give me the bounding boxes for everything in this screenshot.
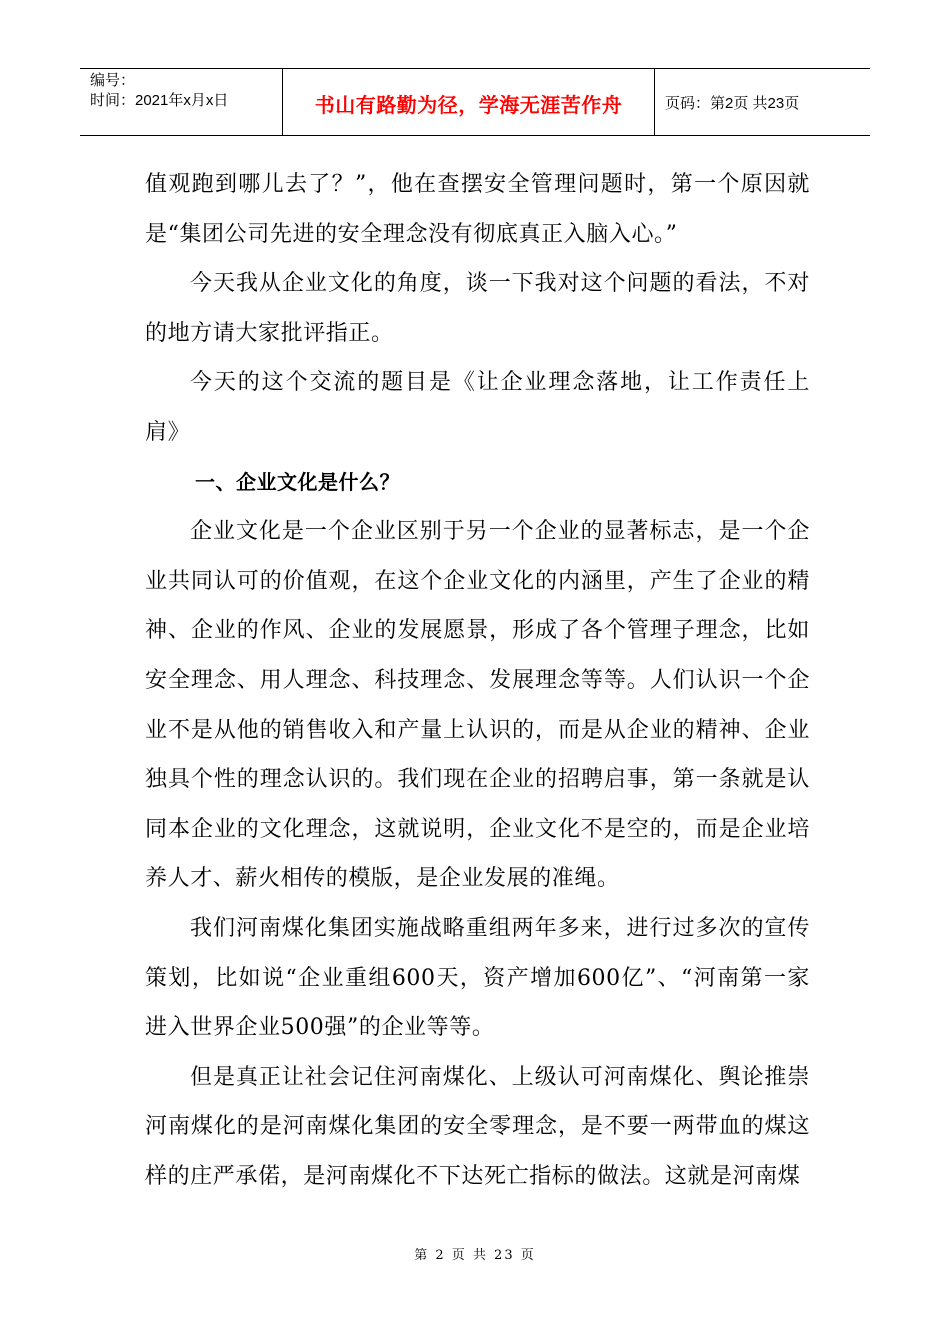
body-paragraph: 今天我从企业文化的角度，谈一下我对这个问题的看法，不对的地方请大家批评指正。: [145, 271, 810, 346]
document-time-label: 时间：2021年x月x日: [90, 92, 229, 109]
page-header: [80, 68, 870, 136]
body-paragraph: 但是真正让社会记住河南煤化、上级认可河南煤化、舆论推崇河南煤化的是河南煤化集团的安全零理念，是不要一两带血的煤这样的庄严承偌，是河南煤化不下达死亡指标的做法。这就是河南煤: [145, 1064, 810, 1189]
document-number-label: 编号：: [90, 72, 136, 89]
body-paragraph: 我们河南煤化集团实施战略重组两年多来，进行过多次的宣传策划，比如说“企业重组600天，资产增加600亿”、“河南第一家进入世界企业500强”的企业等等。: [145, 915, 810, 1041]
document-body: [145, 160, 810, 1201]
body-paragraph: 值观跑到哪儿去了？”，他在查摆安全管理问题时，第一个原因就是“集团公司先进的安全理念没有彻底真正入脑入心。”: [145, 172, 810, 247]
page-footer: 第 2 页 共 23 页: [414, 1248, 536, 1263]
header-motto: 书山有路勤为径，学海无涯苦作舟: [283, 69, 655, 135]
header-page-info: 页码：第2页 共23页: [665, 94, 800, 112]
section-heading: 一、企业文化是什么？: [195, 469, 400, 494]
header-meta: [80, 69, 283, 135]
body-paragraph: 企业文化是一个企业区别于另一个企业的显著标志，是一个企业共同认可的价值观，在这个企业文化的内涵里，产生了企业的精神、企业的作风、企业的发展愿景，形成了各个管理子理念，比如安全理念、用人理念、科技理念、发展理念等等。人们认识一个企业不是从他的销售收入和产量上认识的，而是从企业的精神、企业独具个性的理念认识的。我们现在企业的招聘启事，第一条就是认同本企业的文化理念，这就说明，企业文化不是空的，而是企业培养人才、薪火相传的模版，是企业发展的准绳。: [145, 519, 810, 892]
body-paragraph: 今天的这个交流的题目是《让企业理念落地，让工作责任上肩》: [145, 370, 810, 445]
